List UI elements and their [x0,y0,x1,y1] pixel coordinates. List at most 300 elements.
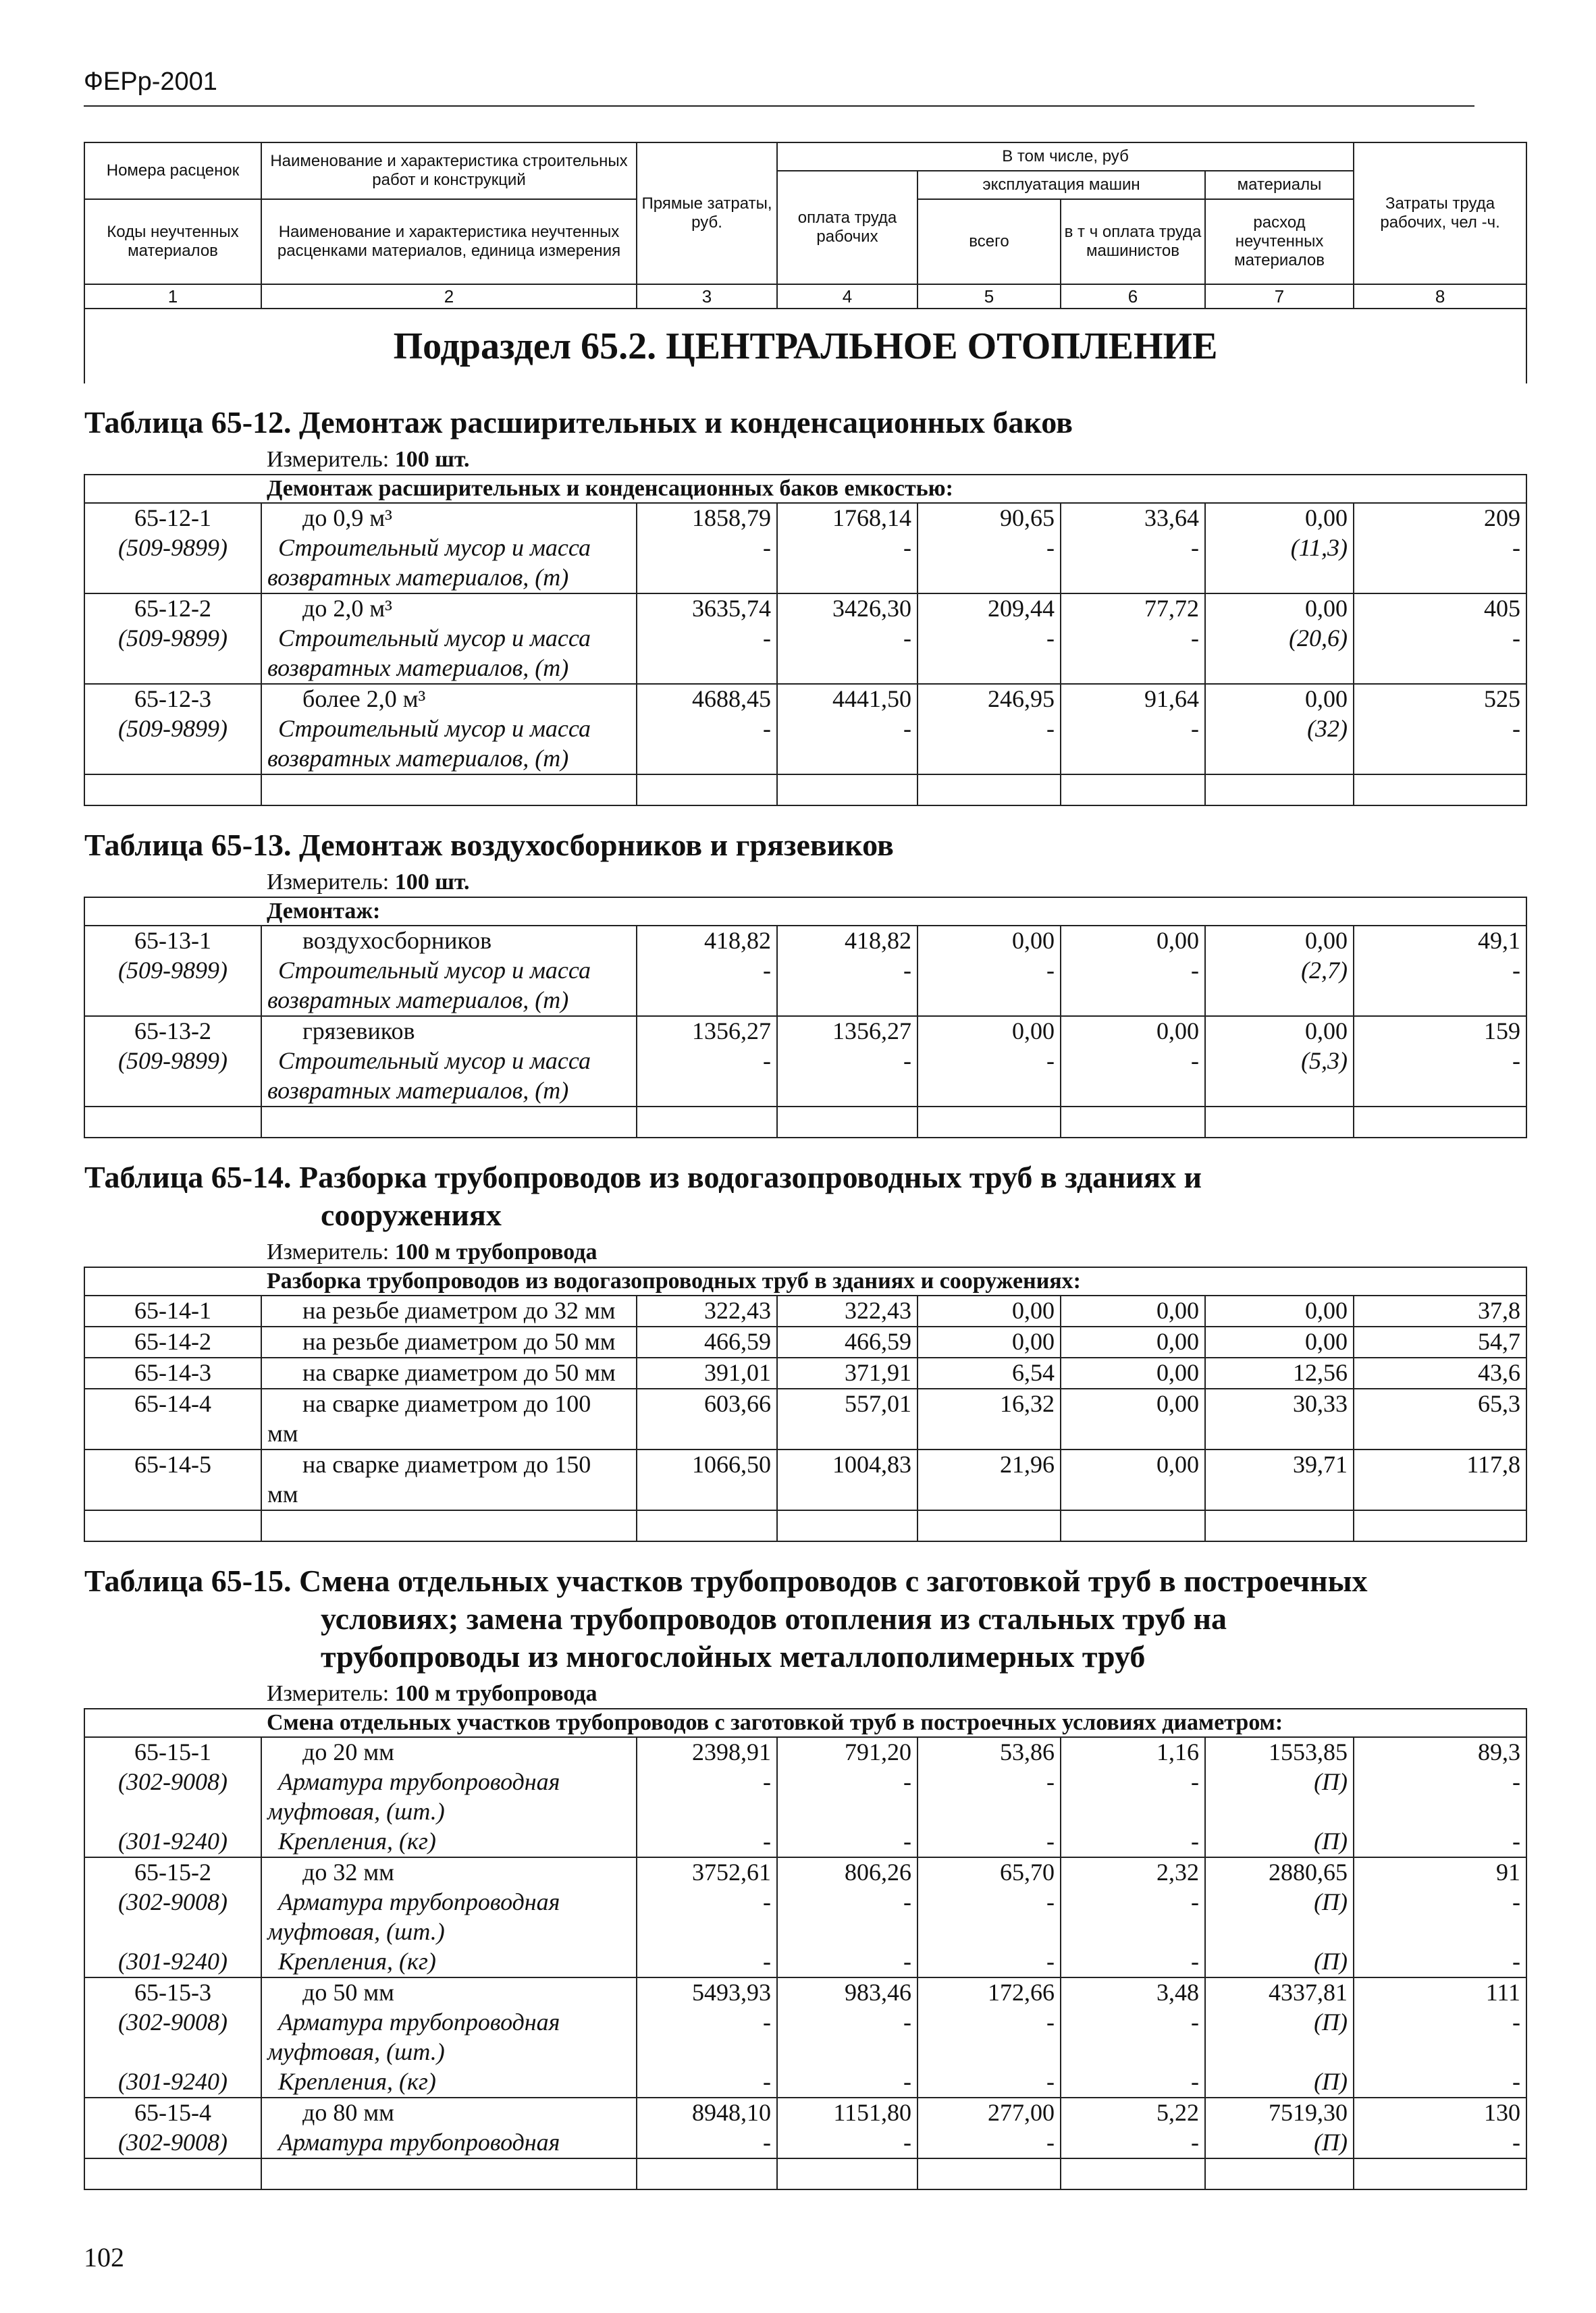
table-row [84,1977,1526,2008]
material-usage: (2,7) [1205,956,1354,986]
material-row [84,533,1526,563]
material-usage: (П) [1205,1888,1354,1917]
dash-cell: - [917,1888,1061,1917]
table-title-line: условиях; замена трубопроводов отопления из стальных труб на [321,1601,1227,1636]
dash-cell: - [637,624,777,654]
value-c6: 33,64 [1061,503,1205,533]
rate-name: до 50 мм [261,1977,637,2008]
value-c6: 0,00 [1061,1450,1205,1480]
value-c3: 4688,45 [637,684,777,714]
value-c6: 0,00 [1061,1358,1205,1389]
value-c6: 91,64 [1061,684,1205,714]
value-c3: 3635,74 [637,593,777,624]
value-c8: 37,8 [1354,1296,1526,1327]
dash-cell: - [1061,1947,1205,1977]
dash-cell: - [917,1046,1061,1076]
value-c8: 65,3 [1354,1389,1526,1419]
dash-cell: - [1061,714,1205,744]
rate-code: 65-14-5 [84,1450,261,1480]
value-c8: 54,7 [1354,1327,1526,1358]
material-row [84,1888,1526,1917]
value-c4: 3426,30 [777,593,917,624]
dash-cell: - [637,1767,777,1797]
material-row [84,1046,1526,1076]
dash-cell: - [917,1827,1061,1857]
dash-cell: - [917,2128,1061,2158]
measure-label: Измеритель: [267,1681,390,1706]
value-c8: 117,8 [1354,1450,1526,1480]
table-end-row [84,774,1526,805]
measure-cell [261,868,1526,897]
value-c4: 1004,83 [777,1450,917,1480]
dash-cell: - [1061,956,1205,986]
value-c3: 322,43 [637,1296,777,1327]
value-c5: 53,86 [917,1737,1061,1767]
value-c7: 0,00 [1205,593,1354,624]
value-c3: 418,82 [637,926,777,956]
value-c3: 1858,79 [637,503,777,533]
material-row-continuation [84,2038,1526,2067]
material-name-continuation: муфтовая, (шт.) [261,2038,637,2067]
dash-cell: - [1354,624,1526,654]
material-name-continuation: возвратных материалов, (т) [261,563,637,593]
value-c7: 0,00 [1205,926,1354,956]
rates-table [84,142,1527,2190]
value-c4: 1356,27 [777,1016,917,1046]
material-row [84,1767,1526,1797]
rate-name: на сварке диаметром до 150 [261,1450,637,1480]
rate-code: 65-15-1 [84,1737,261,1767]
material-code: (509-9899) [84,624,261,654]
value-c4: 557,01 [777,1389,917,1419]
value-c5: 6,54 [917,1358,1061,1389]
value-c5: 0,00 [917,1016,1061,1046]
value-c4: 1151,80 [777,2098,917,2128]
rate-name-continuation: мм [261,1480,637,1510]
table-row [84,1296,1526,1327]
value-c8: 525 [1354,684,1526,714]
rate-code: 65-14-4 [84,1389,261,1419]
rate-code: 65-13-2 [84,1016,261,1046]
page-number: 102 [84,2242,124,2272]
material-row [84,2008,1526,2038]
material-name: Строительный мусор и масса [261,1046,637,1076]
material-row [84,2067,1526,2098]
value-c7: 4337,81 [1205,1977,1354,2008]
dash-cell: - [1061,2067,1205,2098]
rate-name: до 20 мм [261,1737,637,1767]
col-header-names: Наименование и характеристика строительных работ и конструкций [261,142,637,199]
value-c5: 0,00 [917,926,1061,956]
dash-cell: - [637,533,777,563]
value-c3: 5493,93 [637,1977,777,2008]
value-c3: 3752,61 [637,1857,777,1888]
col-header-including: В том числе, руб [777,142,1354,171]
dash-cell: - [1061,2128,1205,2158]
value-c6: 0,00 [1061,1016,1205,1046]
value-c5: 0,00 [917,1327,1061,1358]
measure-label: Измеритель: [267,1240,390,1265]
value-c7: 7519,30 [1205,2098,1354,2128]
dash-cell: - [777,714,917,744]
col-header-machines-total: всего [917,199,1061,284]
group-heading: Разборка трубопроводов из водогазопроводных труб в зданиях и сооружениях: [261,1267,1526,1296]
value-c5: 209,44 [917,593,1061,624]
value-c7: 1553,85 [1205,1737,1354,1767]
value-c4: 806,26 [777,1857,917,1888]
value-c3: 2398,91 [637,1737,777,1767]
dash-cell: - [637,1827,777,1857]
rate-name: до 32 мм [261,1857,637,1888]
dash-cell: - [777,1767,917,1797]
measure-row [84,868,1526,897]
measure-cell [261,1680,1526,1709]
rate-name: до 2,0 м³ [261,593,637,624]
measure-value: 100 м трубопровода [394,1240,597,1265]
rate-name: более 2,0 м³ [261,684,637,714]
value-c8: 209 [1354,503,1526,533]
material-row [84,714,1526,744]
material-name: Крепления, (кг) [261,1947,637,1977]
dash-cell: - [917,2067,1061,2098]
dash-cell: - [917,714,1061,744]
dash-cell: - [637,2008,777,2038]
material-name: Строительный мусор и масса [261,624,637,654]
dash-cell: - [917,956,1061,986]
value-c5: 16,32 [917,1389,1061,1419]
group-heading: Демонтаж расширительных и конденсационных баков емкостью: [261,475,1526,503]
material-name-continuation: возвратных материалов, (т) [261,986,637,1016]
rate-code: 65-12-2 [84,593,261,624]
table-row-continuation [84,1480,1526,1510]
material-name-continuation: муфтовая, (шт.) [261,1917,637,1947]
dash-cell: - [1061,1827,1205,1857]
value-c7: 0,00 [1205,1016,1354,1046]
group-heading-row [84,897,1526,926]
material-name: Строительный мусор и масса [261,956,637,986]
value-c5: 90,65 [917,503,1061,533]
value-c8: 130 [1354,2098,1526,2128]
value-c4: 418,82 [777,926,917,956]
value-c7: 2880,65 [1205,1857,1354,1888]
table-row [84,593,1526,624]
table-title [84,1138,1526,1238]
dash-cell: - [917,2008,1061,2038]
rate-code: 65-12-3 [84,684,261,714]
dash-cell: - [777,1046,917,1076]
dash-cell: - [637,1046,777,1076]
material-usage: (П) [1205,2128,1354,2158]
value-c7: 39,71 [1205,1450,1354,1480]
value-c7: 0,00 [1205,1296,1354,1327]
value-c5: 246,95 [917,684,1061,714]
measure-label: Измеритель: [267,447,390,472]
material-row-continuation [84,563,1526,593]
measure-value: 100 м трубопровода [394,1681,597,1706]
value-c4: 1768,14 [777,503,917,533]
dash-cell: - [1061,624,1205,654]
value-c5: 172,66 [917,1977,1061,2008]
dash-cell: - [777,956,917,986]
measure-value: 100 шт. [394,447,470,472]
dash-cell: - [1061,1767,1205,1797]
dash-cell: - [777,1947,917,1977]
dash-cell: - [1354,1888,1526,1917]
col-header-materials-usage: расход неучтенных материалов [1205,199,1354,284]
dash-cell: - [777,1888,917,1917]
table-title-row [84,383,1526,446]
col-header-labor-pay: оплата труда рабочих [777,171,917,284]
table-title-line: Таблица 65-15. Смена отдельных участков трубопроводов с заготовкой труб в построечных [84,1564,1368,1598]
rate-name-continuation: мм [261,1419,637,1450]
value-c3: 466,59 [637,1327,777,1358]
value-c8: 111 [1354,1977,1526,2008]
material-name: Крепления, (кг) [261,2067,637,2098]
table-title-row [84,805,1526,868]
value-c6: 3,48 [1061,1977,1205,2008]
col-header-material-codes: Коды неучтенных материалов [84,199,261,284]
rate-name: до 0,9 м³ [261,503,637,533]
table-end-row [84,2158,1526,2189]
value-c6: 77,72 [1061,593,1205,624]
material-row-continuation [84,744,1526,774]
value-c6: 1,16 [1061,1737,1205,1767]
value-c5: 65,70 [917,1857,1061,1888]
table-title-line: Таблица 65-14. Разборка трубопроводов из водогазопроводных труб в зданиях и [84,1160,1202,1194]
rate-code: 65-15-4 [84,2098,261,2128]
measure-value: 100 шт. [394,870,470,895]
value-c7: 0,00 [1205,684,1354,714]
material-usage: (11,3) [1205,533,1354,563]
col-header-codes: Номера расценок [84,142,261,199]
value-c7: 0,00 [1205,503,1354,533]
material-row [84,1827,1526,1857]
material-name-continuation: возвратных материалов, (т) [261,744,637,774]
dash-cell: - [917,1767,1061,1797]
material-row-continuation [84,986,1526,1016]
material-row [84,624,1526,654]
rate-name: воздухосборников [261,926,637,956]
table-row [84,1450,1526,1480]
value-c7: 0,00 [1205,1327,1354,1358]
value-c6: 0,00 [1061,1296,1205,1327]
table-row [84,1389,1526,1419]
material-code: (509-9899) [84,956,261,986]
table-row [84,1016,1526,1046]
value-c6: 5,22 [1061,2098,1205,2128]
table-row [84,926,1526,956]
value-c7: 30,33 [1205,1389,1354,1419]
dash-cell: - [637,956,777,986]
table-row [84,2098,1526,2128]
dash-cell: - [777,2128,917,2158]
column-number-row: 1 2 3 4 5 6 7 8 [84,284,1526,309]
dash-cell: - [777,624,917,654]
value-c8: 405 [1354,593,1526,624]
dash-cell: - [917,624,1061,654]
material-code: (302-9008) [84,2128,261,2158]
material-row-continuation [84,1076,1526,1107]
value-c6: 0,00 [1061,1389,1205,1419]
value-c4: 322,43 [777,1296,917,1327]
table-end-row [84,1510,1526,1541]
rate-name: на резьбе диаметром до 50 мм [261,1327,637,1358]
material-code: (302-9008) [84,1888,261,1917]
dash-cell: - [1354,2128,1526,2158]
value-c6: 0,00 [1061,926,1205,956]
material-name: Строительный мусор и масса [261,714,637,744]
dash-cell: - [1061,1888,1205,1917]
dash-cell: - [777,1827,917,1857]
dash-cell: - [1061,2008,1205,2038]
rate-code: 65-14-1 [84,1296,261,1327]
material-name: Арматура трубопроводная [261,1888,637,1917]
dash-cell: - [1354,1046,1526,1076]
material-name-continuation: муфтовая, (шт.) [261,1797,637,1827]
table-title [84,1541,1526,1680]
table-row [84,1358,1526,1389]
dash-cell: - [637,2067,777,2098]
value-c5: 277,00 [917,2098,1061,2128]
material-name: Арматура трубопроводная [261,2128,637,2158]
col-header-machines: эксплуатация машин [917,171,1205,199]
measure-row [84,446,1526,475]
col-header-labor-hours: Затраты труда рабочих, чел -ч. [1354,142,1526,284]
dash-cell: - [1061,533,1205,563]
dash-cell: - [637,714,777,744]
dash-cell: - [1354,2008,1526,2038]
table-title-line: трубопроводы из многослойных металлополимерных труб [321,1639,1146,1674]
material-code: (509-9899) [84,533,261,563]
dash-cell: - [1354,956,1526,986]
value-c8: 159 [1354,1016,1526,1046]
material-row [84,956,1526,986]
rate-name: на резьбе диаметром до 32 мм [261,1296,637,1327]
material-row-continuation [84,1917,1526,1947]
measure-label: Измеритель: [267,870,390,895]
table-row [84,1737,1526,1767]
material-row-continuation [84,1797,1526,1827]
material-name: Арматура трубопроводная [261,2008,637,2038]
material-name-continuation: возвратных материалов, (т) [261,1076,637,1107]
rate-name: на сварке диаметром до 100 [261,1389,637,1419]
dash-cell: - [637,2128,777,2158]
table-row [84,503,1526,533]
dash-cell: - [1354,1767,1526,1797]
value-c3: 603,66 [637,1389,777,1419]
group-heading-row [84,1267,1526,1296]
table-title [84,805,1526,868]
value-c8: 91 [1354,1857,1526,1888]
group-heading-row [84,475,1526,503]
value-c3: 391,01 [637,1358,777,1389]
material-code: (301-9240) [84,1827,261,1857]
value-c3: 1356,27 [637,1016,777,1046]
measure-row [84,1680,1526,1709]
col-header-direct-costs: Прямые затраты, руб. [637,142,777,284]
value-c6: 2,32 [1061,1857,1205,1888]
material-usage: (П) [1205,1767,1354,1797]
value-c8: 89,3 [1354,1737,1526,1767]
header-rule [84,105,1474,107]
material-name: Крепления, (кг) [261,1827,637,1857]
value-c5: 0,00 [917,1296,1061,1327]
table-row-continuation [84,1419,1526,1450]
rate-code: 65-12-1 [84,503,261,533]
material-row [84,2128,1526,2158]
material-name-continuation: возвратных материалов, (т) [261,654,637,684]
rate-code: 65-15-3 [84,1977,261,2008]
table-end-row [84,1107,1526,1138]
rate-code: 65-15-2 [84,1857,261,1888]
table-row [84,684,1526,714]
group-heading: Демонтаж: [261,897,1526,926]
subsection-title: Подраздел 65.2. ЦЕНТРАЛЬНОЕ ОТОПЛЕНИЕ [84,309,1526,383]
rate-code: 65-13-1 [84,926,261,956]
dash-cell: - [637,1947,777,1977]
col-header-materials: материалы [1205,171,1354,199]
rate-name: до 80 мм [261,2098,637,2128]
material-usage: (П) [1205,1947,1354,1977]
value-c4: 466,59 [777,1327,917,1358]
dash-cell: - [777,2008,917,2038]
table-title-row [84,1541,1526,1680]
material-code: (302-9008) [84,2008,261,2038]
rate-name: грязевиков [261,1016,637,1046]
material-code: (509-9899) [84,714,261,744]
dash-cell: - [637,1888,777,1917]
dash-cell: - [1354,1947,1526,1977]
value-c4: 791,20 [777,1737,917,1767]
material-code: (509-9899) [84,1046,261,1076]
rate-code: 65-14-2 [84,1327,261,1358]
group-heading: Смена отдельных участков трубопроводов с заготовкой труб в построечных условиях диаметром: [261,1709,1526,1737]
value-c3: 8948,10 [637,2098,777,2128]
dash-cell: - [777,2067,917,2098]
material-usage: (П) [1205,2008,1354,2038]
value-c6: 0,00 [1061,1327,1205,1358]
material-usage: (П) [1205,1827,1354,1857]
measure-row [84,1238,1526,1267]
table-title-row [84,1138,1526,1238]
col-header-material-names: Наименование и характеристика неучтенных расценками материалов, единица измерения [261,199,637,284]
dash-cell: - [1354,1827,1526,1857]
material-name: Арматура трубопроводная [261,1767,637,1797]
dash-cell: - [1354,2067,1526,2098]
value-c4: 371,91 [777,1358,917,1389]
material-code: (302-9008) [84,1767,261,1797]
table-row [84,1327,1526,1358]
value-c3: 1066,50 [637,1450,777,1480]
material-usage: (32) [1205,714,1354,744]
dash-cell: - [917,533,1061,563]
value-c4: 983,46 [777,1977,917,2008]
material-row [84,1947,1526,1977]
measure-cell [261,446,1526,475]
dash-cell: - [1354,533,1526,563]
table-title-line: Таблица 65-12. Демонтаж расширительных и конденсационных баков [84,405,1073,440]
material-usage: (П) [1205,2067,1354,2098]
rate-code: 65-14-3 [84,1358,261,1389]
material-code: (301-9240) [84,2067,261,2098]
dash-cell: - [777,533,917,563]
measure-cell [261,1238,1526,1267]
value-c8: 49,1 [1354,926,1526,956]
table-title [84,383,1526,446]
value-c5: 21,96 [917,1450,1061,1480]
dash-cell: - [917,1947,1061,1977]
material-usage: (20,6) [1205,624,1354,654]
